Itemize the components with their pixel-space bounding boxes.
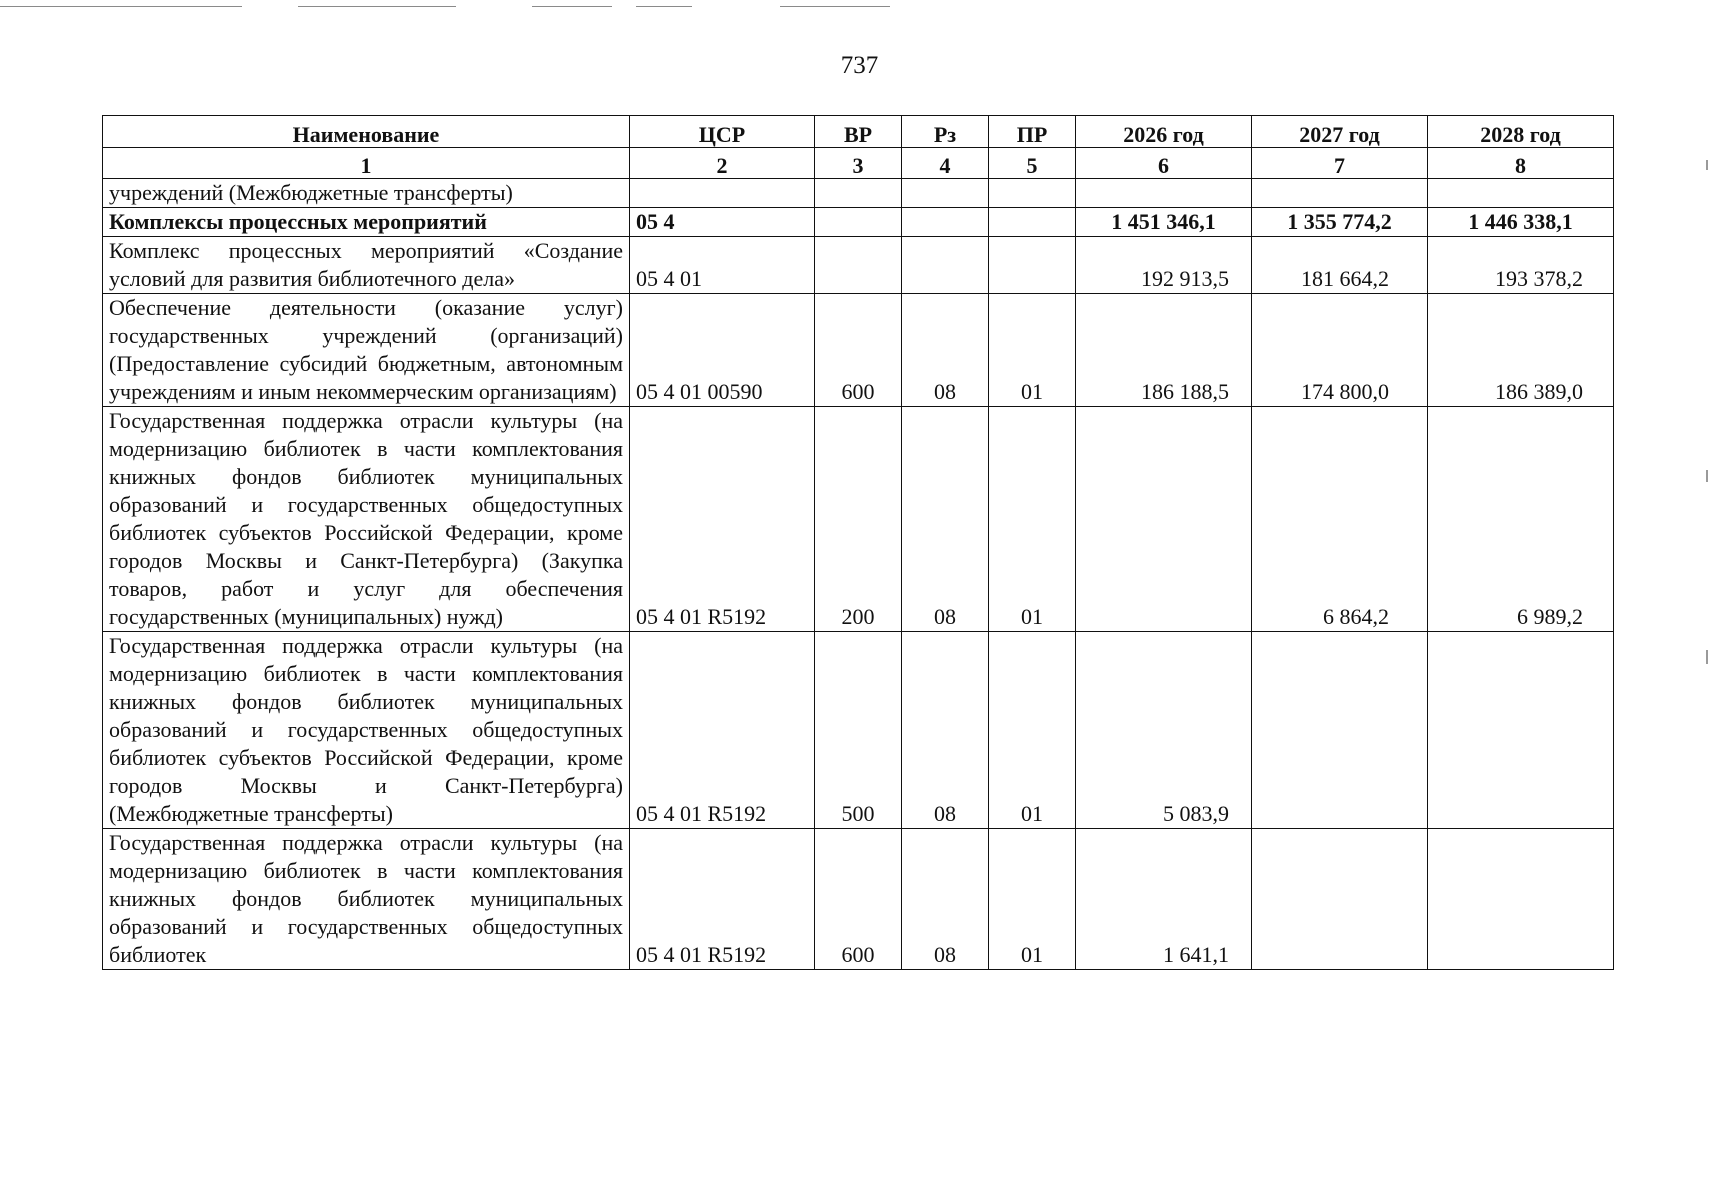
row-csr bbox=[630, 179, 815, 208]
column-number-cell: 1 bbox=[103, 148, 630, 179]
row-amount-2026: 1 641,1 bbox=[1076, 829, 1252, 970]
table-row bbox=[103, 237, 1614, 294]
row-rz: 08 bbox=[902, 632, 989, 829]
row-amount-2027: 181 664,2 bbox=[1252, 237, 1428, 294]
row-amount-2028: 186 389,0 bbox=[1428, 294, 1614, 407]
table-row bbox=[103, 179, 1614, 208]
row-amount-2028 bbox=[1428, 632, 1614, 829]
row-amount-2026: 1 451 346,1 bbox=[1076, 208, 1252, 237]
row-vr bbox=[815, 237, 902, 294]
row-vr: 200 bbox=[815, 407, 902, 632]
row-vr bbox=[815, 208, 902, 237]
table-row bbox=[103, 294, 1614, 407]
header-cell-vr: ВР bbox=[815, 116, 902, 148]
row-amount-2026: 5 083,9 bbox=[1076, 632, 1252, 829]
row-vr: 600 bbox=[815, 294, 902, 407]
row-amount-2028: 1 446 338,1 bbox=[1428, 208, 1614, 237]
row-amount-2027 bbox=[1252, 632, 1428, 829]
header-cell-name: Наименование bbox=[103, 116, 630, 148]
scan-artifact-speck bbox=[1706, 650, 1708, 664]
scan-artifact-line bbox=[780, 6, 890, 7]
row-pr: 01 bbox=[989, 407, 1076, 632]
row-pr bbox=[989, 208, 1076, 237]
row-amount-2027: 6 864,2 bbox=[1252, 407, 1428, 632]
row-name: Обеспечение деятельности (оказание услуг) государственных учреждений (организаций) (Предоставление субсидий бюджетным, автономным учреждениям и иным некоммерческим организациям) bbox=[103, 294, 630, 407]
row-amount-2027 bbox=[1252, 829, 1428, 970]
header-cell-rz: Рз bbox=[902, 116, 989, 148]
column-number-cell: 5 bbox=[989, 148, 1076, 179]
row-name: Комплексы процессных мероприятий bbox=[103, 208, 630, 237]
row-name: Государственная поддержка отрасли культуры (на модернизацию библиотек в части комплектования книжных фондов библиотек муниципальных образований и государственных общедоступных библиотек bbox=[103, 829, 630, 970]
column-number-row bbox=[103, 148, 1614, 179]
scan-artifact-speck bbox=[1706, 160, 1708, 170]
row-amount-2028: 6 989,2 bbox=[1428, 407, 1614, 632]
row-rz: 08 bbox=[902, 294, 989, 407]
row-amount-2027: 174 800,0 bbox=[1252, 294, 1428, 407]
scan-artifact-speck bbox=[1706, 470, 1708, 482]
scan-artifact-line bbox=[636, 6, 692, 7]
row-csr: 05 4 01 R5192 bbox=[630, 407, 815, 632]
scan-artifact-line bbox=[0, 6, 242, 7]
header-cell-2027: 2027 год bbox=[1252, 116, 1428, 148]
table-row bbox=[103, 829, 1614, 970]
scan-artifact-line bbox=[532, 6, 612, 7]
row-csr: 05 4 01 R5192 bbox=[630, 632, 815, 829]
row-amount-2026 bbox=[1076, 407, 1252, 632]
header-cell-pr: ПР bbox=[989, 116, 1076, 148]
header-cell-csr: ЦСР bbox=[630, 116, 815, 148]
row-name: Государственная поддержка отрасли культуры (на модернизацию библиотек в части комплектования книжных фондов библиотек муниципальных образований и государственных общедоступных библиотек субъектов Российской Федерации, кроме городов Москвы и Санкт-Петербурга) (Закупка товаров, работ и услуг для обеспечения государственных (муниципальных) нужд) bbox=[103, 407, 630, 632]
row-vr bbox=[815, 179, 902, 208]
row-amount-2028 bbox=[1428, 829, 1614, 970]
row-rz: 08 bbox=[902, 829, 989, 970]
row-pr: 01 bbox=[989, 829, 1076, 970]
row-name: учреждений (Межбюджетные трансферты) bbox=[103, 179, 630, 208]
row-pr: 01 bbox=[989, 294, 1076, 407]
column-number-cell: 7 bbox=[1252, 148, 1428, 179]
header-row bbox=[103, 116, 1614, 148]
row-amount-2026 bbox=[1076, 179, 1252, 208]
row-rz bbox=[902, 179, 989, 208]
row-vr: 500 bbox=[815, 632, 902, 829]
row-csr: 05 4 01 R5192 bbox=[630, 829, 815, 970]
row-pr bbox=[989, 237, 1076, 294]
row-name: Комплекс процессных мероприятий «Создание условий для развития библиотечного дела» bbox=[103, 237, 630, 294]
row-csr: 05 4 01 00590 bbox=[630, 294, 815, 407]
row-csr: 05 4 bbox=[630, 208, 815, 237]
row-name: Государственная поддержка отрасли культуры (на модернизацию библиотек в части комплектования книжных фондов библиотек муниципальных образований и государственных общедоступных библиотек субъектов Российской Федерации, кроме городов Москвы и Санкт-Петербурга) (Межбюджетные трансферты) bbox=[103, 632, 630, 829]
budget-table bbox=[102, 115, 1614, 970]
header-cell-2028: 2028 год bbox=[1428, 116, 1614, 148]
page-number: 737 bbox=[840, 52, 879, 79]
column-number-cell: 3 bbox=[815, 148, 902, 179]
row-rz: 08 bbox=[902, 407, 989, 632]
row-amount-2026: 186 188,5 bbox=[1076, 294, 1252, 407]
row-vr: 600 bbox=[815, 829, 902, 970]
row-pr bbox=[989, 179, 1076, 208]
table-row bbox=[103, 407, 1614, 632]
row-amount-2027 bbox=[1252, 179, 1428, 208]
row-amount-2027: 1 355 774,2 bbox=[1252, 208, 1428, 237]
table-row-total bbox=[103, 208, 1614, 237]
column-number-cell: 2 bbox=[630, 148, 815, 179]
column-number-cell: 6 bbox=[1076, 148, 1252, 179]
column-number-cell: 8 bbox=[1428, 148, 1614, 179]
header-cell-2026: 2026 год bbox=[1076, 116, 1252, 148]
row-amount-2028: 193 378,2 bbox=[1428, 237, 1614, 294]
column-number-cell: 4 bbox=[902, 148, 989, 179]
row-pr: 01 bbox=[989, 632, 1076, 829]
scan-artifact-line bbox=[298, 6, 456, 7]
row-rz bbox=[902, 237, 989, 294]
row-rz bbox=[902, 208, 989, 237]
row-amount-2028 bbox=[1428, 179, 1614, 208]
row-csr: 05 4 01 bbox=[630, 237, 815, 294]
row-amount-2026: 192 913,5 bbox=[1076, 237, 1252, 294]
table-row bbox=[103, 632, 1614, 829]
